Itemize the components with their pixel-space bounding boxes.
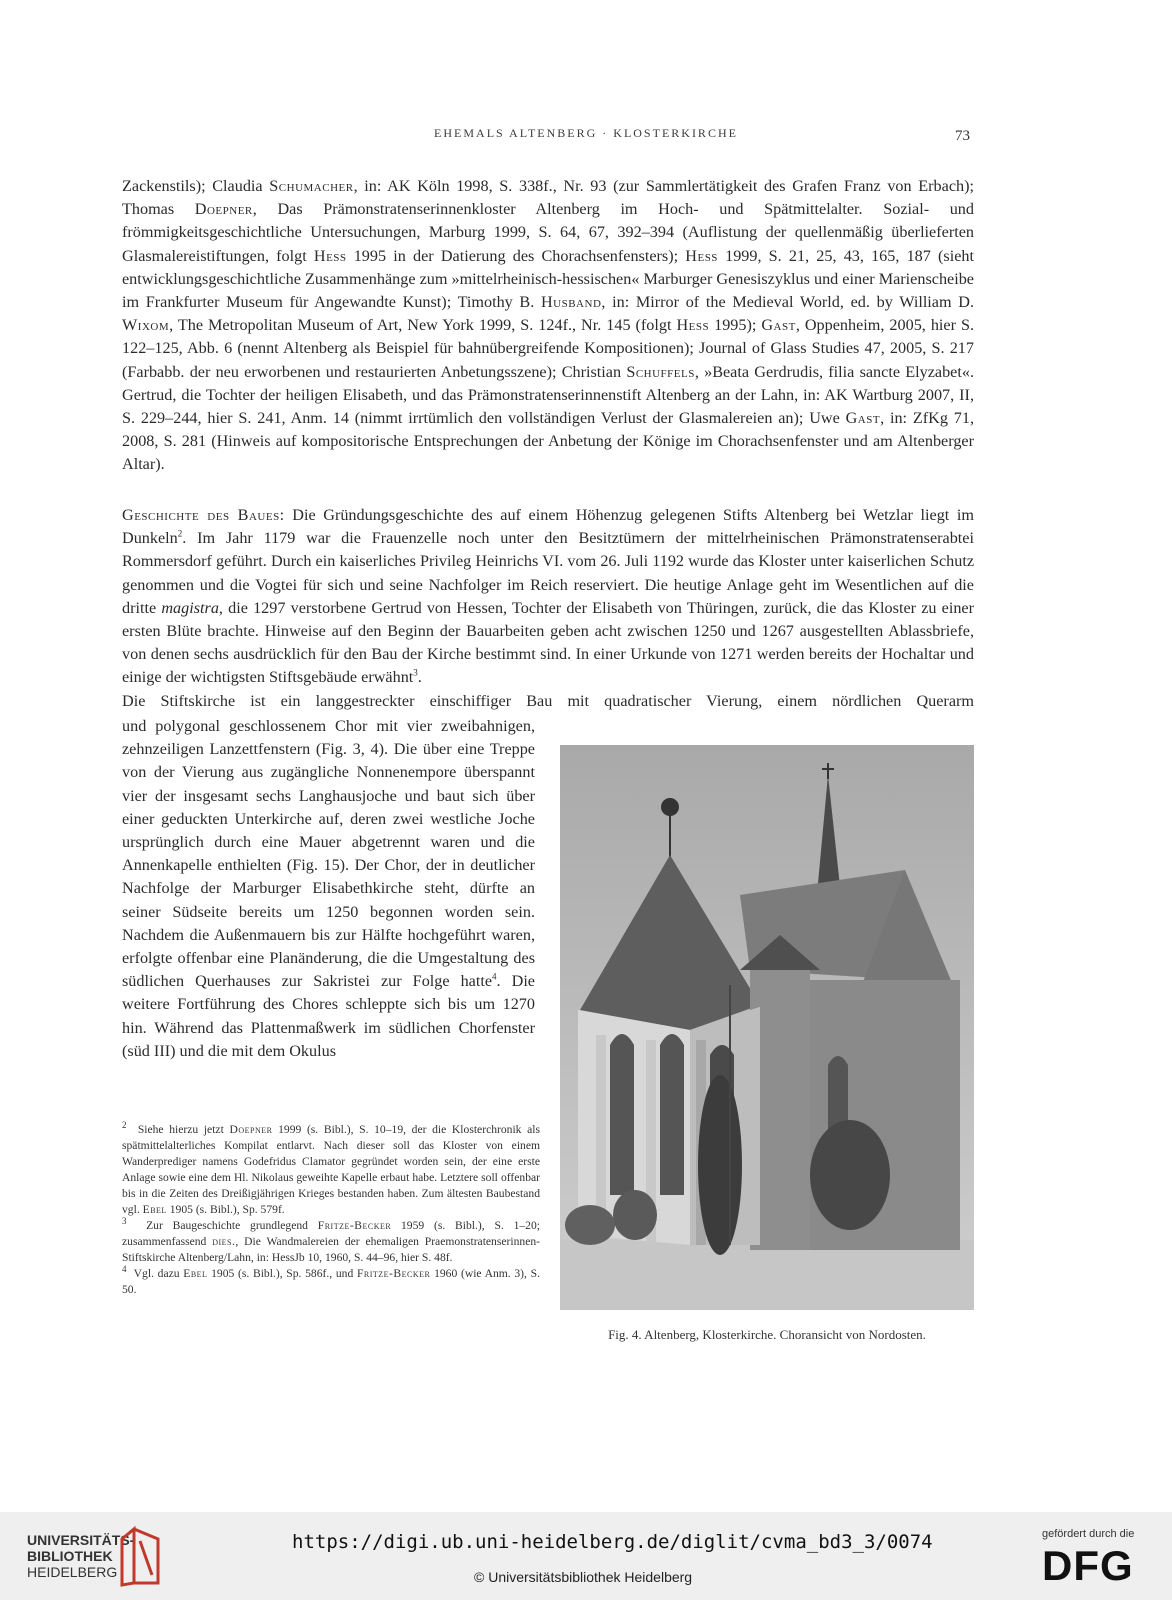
library-logo-icon	[118, 1525, 162, 1589]
author-name: Hess	[313, 246, 347, 265]
page-number: 73	[955, 128, 970, 144]
copyright-notice: © Universitätsbibliothek Heidelberg	[474, 1569, 693, 1585]
dfg-logo: DFG	[1042, 1542, 1134, 1589]
library-name: UNIVERSITÄTS- BIBLIOTHEK HEIDELBERG	[27, 1532, 135, 1580]
author-name: Schumacher	[269, 177, 354, 195]
footnotes	[122, 1122, 540, 1298]
section-heading: Geschichte des Baues:	[122, 506, 285, 524]
author-name: Gast	[845, 409, 881, 428]
church-photograph	[560, 745, 974, 1310]
figure-caption: Fig. 4. Altenberg, Klosterkirche. Choransicht von Nordosten.	[608, 1327, 926, 1342]
church-illustration	[560, 745, 974, 1310]
running-title: EHEMALS ALTENBERG · KLOSTERKIRCHE	[434, 126, 738, 140]
author-name: Hess	[676, 316, 710, 335]
author-name: Husband	[540, 293, 602, 312]
history-section: Geschichte des Baues: Die Gründungsgeschichte des auf einem Höhenzug gelegenen Stifts Altenberg bei Wetzlar liegt im Dunkeln$^2$. Im Jahr 1179 war die Frauenzelle noch unter den Besitztümern der mittelrheinischen Prämonstratenserabtei Rommersdorf geführt. Durch ein kaiserliches Privileg Heinrichs VI. vom 26. Juli 1192 wurde das Kloster unter kaiserlichen Schutz genommen und die Vogtei für sich und seine Nachfolger im Reich reserviert. Die heutige Anlage geht im Wesentlichen auf die dritte magistra, die 1297 verstorbene Gertrud von Hessen, Tochter der Elisabeth von Thüringen, zurück, die das Kloster zu einer ersten Blüte brachte. Hinweise auf den Beginn der Bauarbeiten geben acht zwischen 1250 und 1267 ausgestellten Ablassbriefe, von denen sechs ausdrücklich für den Bau der Kirche bestimmt sind. In einer Urkunde von 1271 werden bereits der Hochaltar und einige der wichtigsten Stiftsgebäude erwähnt$^3$. Die Stiftskirche ist ein langgestreckter einschiffiger Bau mit quadratischer Vierung, einem nördlichen Querarm	[122, 504, 974, 713]
footnote-4: $^4$ Vgl. dazu Ebel 1905 (s. Bibl.), Sp. 586f., und Fritze-Becker 1960 (wie Anm. 3), S. 50.	[122, 1264, 540, 1296]
history-column: und polygonal geschlossenem Chor mit vier zweibahnigen, zehnzeiligen Lanzettfenstern (Fig. 3, 4). Die über eine Treppe von der Vierung aus zugängliche Nonnenempore überspannt vier der insgesamt sechs Langhausjoche und baut sich über einer geduckten Unterkirche auf, deren zwei westliche Joche ursprünglich durch eine Mauer abgetrennt waren und die Annenkapelle enthielten (Fig. 15). Der Chor, der in deutlicher Nachfolge der Marburger Elisabethkirche steht, dürfte an seiner Südseite bereits um 1250 begonnen worden sein. Nachdem die Außenmauern bis zur Hälfte hochgeführt waren, erfolgte offenbar eine Planänderung, die die Umgestaltung des südlichen Querhauses zur Sakristei zur Folge hatte$^4$. Die weitere Fortführung des Chores schleppte sich bis um 1270 hin. Während das Plattenmaßwerk im südlichen Chorfenster (süd III) und die mit dem Okulus	[122, 717, 535, 1060]
footnote-3: $^3$ Zur Baugeschichte grundlegend Fritze-Becker 1959 (s. Bibl.), S. 1–20; zusammenfassend dies., Die Wandmalereien der ehemaligen Praemonstratenserinnen-Stiftskirche Altenberg/Lahn, in: HessJb 10, 1960, S. 44–96, hier S. 48f.	[122, 1216, 540, 1264]
author-name: Wixom	[122, 316, 170, 335]
bibliography-paragraph: Zackenstils); Claudia Schumacher, in: AK Köln 1998, S. 338f., Nr. 93 (zur Sammlertätigkeit des Grafen Franz von Erbach); Thomas Doepner, Das Prämonstratenserinnenkloster Altenberg im Hoch- und Spätmittelalter. Sozial- und frömmigkeitsgeschichtliche Untersuchungen, Marburg 1999, S. 64, 67, 392–394 (Auflistung der quellenmäßig überlieferten Glasmalereistiftungen, folgt Hess 1995 in der Datierung des Chorachsenfensters); Hess 1999, S. 21, 25, 43, 165, 187 (sieht entwicklungsgeschichtliche Zusammenhänge zum »mittelrheinisch-hessischen« Marburger Genesiszyklus und einer Marienscheibe im Frankfurter Museum für Angewandte Kunst); Timothy B. Husband, in: Mirror of the Medieval World, ed. by William D. Wixom, The Metropolitan Museum of Art, New York 1999, S. 124f., Nr. 145 (folgt Hess 1995); Gast, Oppenheim, 2005, hier S. 122–125, Abb. 6 (nennt Altenberg als Beispiel für bahnübergreifende Kompositionen); Journal of Glass Studies 47, 2005, S. 217 (Farbabb. der neu erworbenen und restaurierten Anbetungsszene); Christian Schuffels, »Beata Gerdrudis, filia sancte Elyzabet«. Gertrud, die Tochter der heiligen Elisabeth, und das Prämonstratenserinnenstift Altenberg an der Lahn, in: AK Wartburg 2007, II, S. 229–244, hier S. 241, Anm. 14 (nimmt irrtümlich den vollständigen Verlust der Glasmalereien an); Uwe Gast, in: ZfKg 71, 2008, S. 281 (Hinweis auf kompositorische Entsprechungen der Anbetung der Könige im Chorachsenfenster und am Altenberger Altar).	[122, 177, 975, 474]
author-name: Hess	[685, 246, 718, 265]
footnote-ref[interactable]: 4	[492, 971, 497, 982]
footnote-ref[interactable]: 3	[413, 668, 418, 679]
paragraph-line: Die Stiftskirche ist ein langgestreckter einschiffiger Bau mit quadratischer Vierung, einem nördlichen Querarm	[122, 691, 974, 710]
author-name: Schuffels	[626, 362, 695, 381]
author-name: Gast	[761, 316, 796, 335]
footer-bar	[0, 1512, 1172, 1600]
author-name: Doepner	[194, 200, 253, 219]
footnote-ref[interactable]: 2	[177, 528, 183, 539]
footnote-2: $^2$ Siehe hierzu jetzt Doepner 1999 (s. Bibl.), S. 10–19, der die Klosterchronik als spätmittelalterliches Kompilat entlarvt. Nach dieser soll das Kloster von einem Wanderprediger namens Godefridus Clamator gegründet worden sein, der eine erste Anlage sowie eine dem Hl. Nikolaus geweihte Kapelle erbaut habe. Letztere soll offenbar bis in die Zeiten des Dreißigjährigen Krieges bestanden haben. Zum ältesten Baubestand vgl. Ebel 1905 (s. Bibl.), Sp. 579f.	[122, 1120, 541, 1216]
funding-label: gefördert durch die	[1042, 1528, 1135, 1540]
permalink[interactable]: https://digi.ub.uni-heidelberg.de/diglit/cvma_bd3_3/0074	[292, 1531, 933, 1553]
